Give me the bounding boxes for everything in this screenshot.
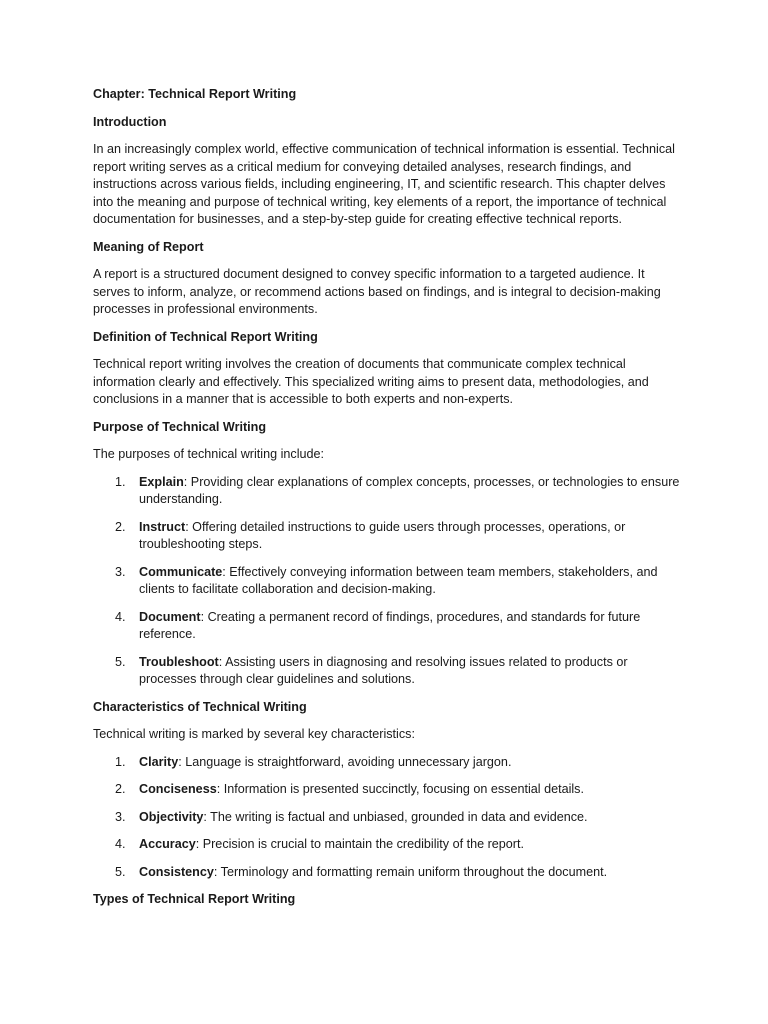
list-item — [93, 654, 683, 689]
list-term: Troubleshoot — [139, 654, 219, 669]
list-text: : Offering detailed instructions to guide users through processes, operations, or troubleshooting steps. — [139, 519, 626, 551]
list-item — [93, 609, 683, 644]
list-number: 4. — [115, 609, 126, 624]
list-text: : Precision is crucial to maintain the credibility of the report. — [195, 837, 524, 851]
characteristics-heading: Characteristics of Technical Writing — [93, 699, 307, 714]
list-number: 2. — [115, 519, 126, 534]
meaning-heading: Meaning of Report — [93, 239, 204, 254]
definition-heading: Definition of Technical Report Writing — [93, 329, 318, 344]
list-item — [93, 836, 683, 854]
list-number: 4. — [115, 837, 126, 851]
list-text: : Assisting users in diagnosing and resolving issues related to products or processes through clear guidelines and solutions. — [139, 654, 628, 686]
list-number: 3. — [115, 809, 126, 824]
list-number: 5. — [115, 654, 126, 669]
purpose-list — [93, 474, 683, 689]
list-item — [93, 564, 683, 599]
list-term: Consistency — [139, 864, 214, 879]
definition-paragraph: Technical report writing involves the creation of documents that communicate complex technical information clearly and effectively. This specialized writing aims to present data, methodologies, and conclusions in a manner that is accessible to both experts and non-experts. — [93, 357, 649, 406]
list-item — [93, 474, 683, 509]
list-text: : Effectively conveying information between team members, stakeholders, and clients to facilitate collaboration and decision-making. — [139, 564, 658, 596]
list-item — [93, 519, 683, 554]
list-text: : Language is straightforward, avoiding unnecessary jargon. — [178, 754, 512, 769]
list-term: Objectivity — [139, 809, 204, 824]
list-term: Explain — [139, 474, 184, 489]
list-item — [93, 864, 683, 882]
list-number: 1. — [115, 474, 126, 489]
list-text: : The writing is factual and unbiased, grounded in data and evidence. — [203, 809, 588, 824]
characteristics-list — [93, 754, 683, 882]
introduction-paragraph: In an increasingly complex world, effective communication of technical information is essential. Technical report writing serves as a critical medium for conveying detailed analyses, research findings, and instructions across various fields, including engineering, IT, and scientific research. This chapter delves into the meaning and purpose of technical writing, key elements of a report, the importance of technical documentation for businesses, and a step-by-step guide for creating effective technical reports. — [93, 142, 675, 226]
list-number: 3. — [115, 564, 126, 579]
list-term: Communicate — [139, 564, 223, 579]
list-item — [93, 781, 683, 799]
list-term: Clarity — [139, 754, 179, 769]
list-number: 5. — [115, 864, 126, 879]
introduction-heading: Introduction — [93, 114, 167, 129]
purpose-intro: The purposes of technical writing include: — [93, 447, 325, 461]
list-item — [93, 754, 683, 772]
list-term: Conciseness — [139, 782, 217, 796]
list-term: Instruct — [139, 519, 186, 534]
list-term: Document — [139, 609, 201, 624]
chapter-title: Chapter: Technical Report Writing — [93, 87, 297, 101]
list-number: 2. — [115, 782, 126, 796]
list-text: : Terminology and formatting remain uniform throughout the document. — [213, 864, 608, 879]
types-heading: Types of Technical Report Writing — [93, 892, 296, 906]
list-text: : Information is presented succinctly, focusing on essential details. — [216, 782, 584, 796]
purpose-heading: Purpose of Technical Writing — [93, 419, 267, 434]
list-number: 1. — [115, 754, 126, 769]
list-text: : Creating a permanent record of findings, procedures, and standards for future reference. — [139, 609, 641, 641]
list-item — [93, 809, 683, 827]
list-text: : Providing clear explanations of complex concepts, processes, or technologies to ensure understanding. — [139, 474, 680, 506]
characteristics-intro: Technical writing is marked by several key characteristics: — [93, 727, 415, 741]
list-term: Accuracy — [139, 837, 196, 851]
meaning-paragraph: A report is a structured document designed to convey specific information to a targeted audience. It serves to inform, analyze, or recommend actions based on findings, and is integral to decision-making processes in professional environments. — [93, 267, 661, 316]
document-page — [93, 86, 683, 919]
